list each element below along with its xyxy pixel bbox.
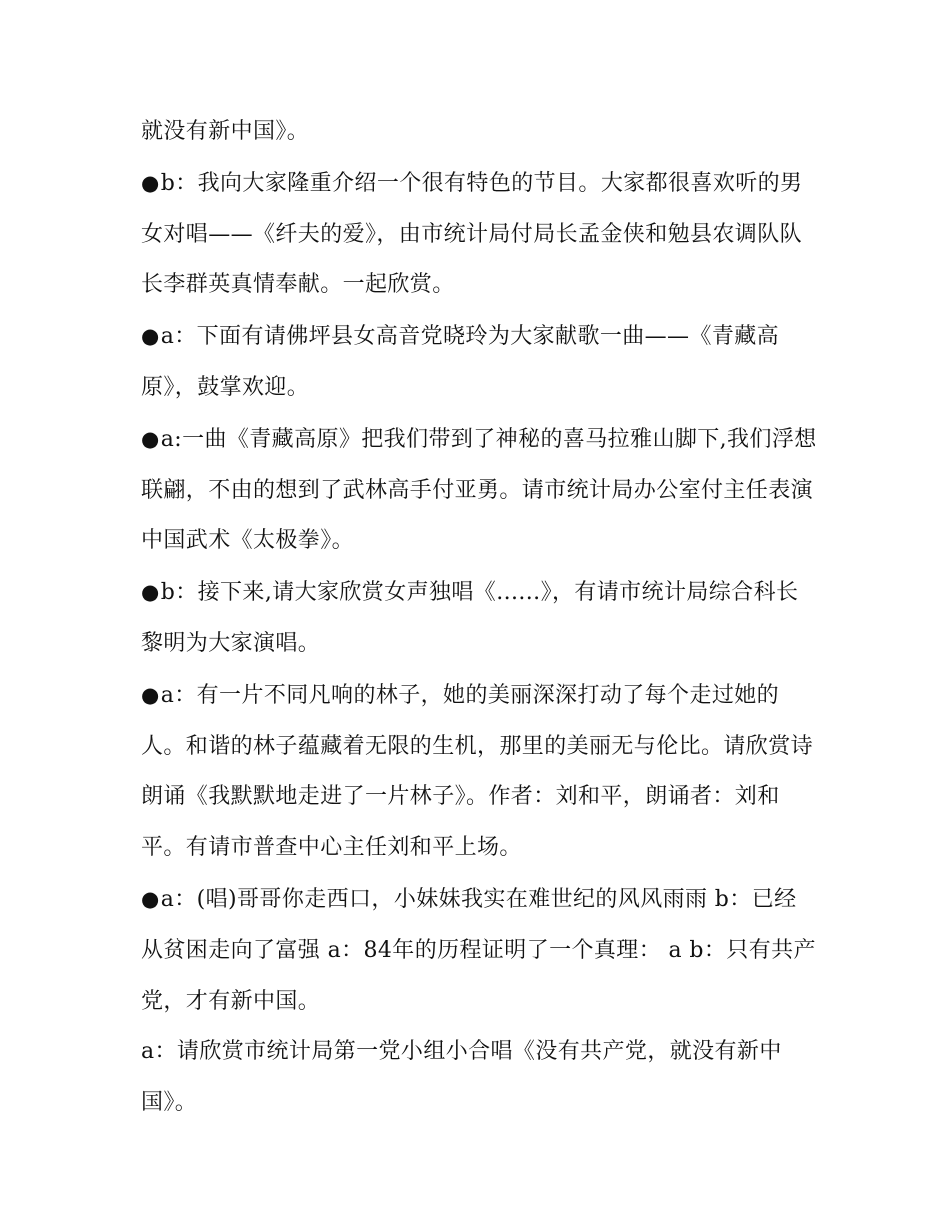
paragraph-7 [141, 874, 817, 1027]
paragraph-5 [141, 567, 817, 670]
bullet-icon: ● [141, 170, 160, 195]
paragraph-text: a：有一片不同凡响的林子，她的美丽深深打动了每个走过她的人。和谐的林子蕴藏着无限的生机，那里的美丽无与伦比。请欣赏诗朗诵《我默默地走进了一片林子》。作者：刘和平，朗诵者：刘和平。有请市普查中心主任刘和平上场。 [141, 682, 814, 861]
paragraph-text: a：(唱)哥哥你走西口，小妹妹我实在难世纪的风风雨雨 b：已经从贫困走向了富强 a：84年的历程证明了一个真理： a b：只有共产党，才有新中国。 [141, 886, 816, 1014]
paragraph-8 [141, 1027, 817, 1129]
bullet-icon: ● [141, 426, 160, 451]
bullet-icon: ● [141, 580, 160, 605]
paragraph-4 [141, 414, 817, 567]
paragraph-6 [141, 670, 817, 874]
bullet-icon: ● [141, 324, 160, 349]
paragraph-1 [141, 107, 817, 158]
bullet-icon: ● [141, 682, 160, 707]
paragraph-text: 就没有新中国》。 [141, 119, 310, 144]
paragraph-text: a:一曲《青藏高原》把我们带到了神秘的喜马拉雅山脚下,我们浮想联翩，不由的想到了武林高手付亚勇。请市统计局办公室付主任表演中国武术《太极拳》。 [141, 426, 817, 554]
paragraph-text: a：下面有请佛坪县女高音党晓玲为大家献歌一曲——《青藏高原》，鼓掌欢迎。 [141, 324, 780, 400]
paragraph-3 [141, 311, 817, 414]
document-body [141, 107, 817, 1129]
bullet-icon: ● [141, 886, 160, 911]
paragraph-text: b：接下来,请大家欣赏女声独唱《......》，有请市统计局综合科长黎明为大家演唱。 [141, 580, 799, 656]
paragraph-text: a：请欣赏市统计局第一党小组小合唱《没有共产党，就没有新中国》。 [141, 1039, 782, 1116]
paragraph-2 [141, 158, 817, 311]
paragraph-text: b：我向大家隆重介绍一个很有特色的节目。大家都很喜欢听的男女对唱——《纤夫的爱》，由市统计局付局长孟金侠和勉县农调队队长李群英真情奉献。一起欣赏。 [141, 170, 803, 298]
